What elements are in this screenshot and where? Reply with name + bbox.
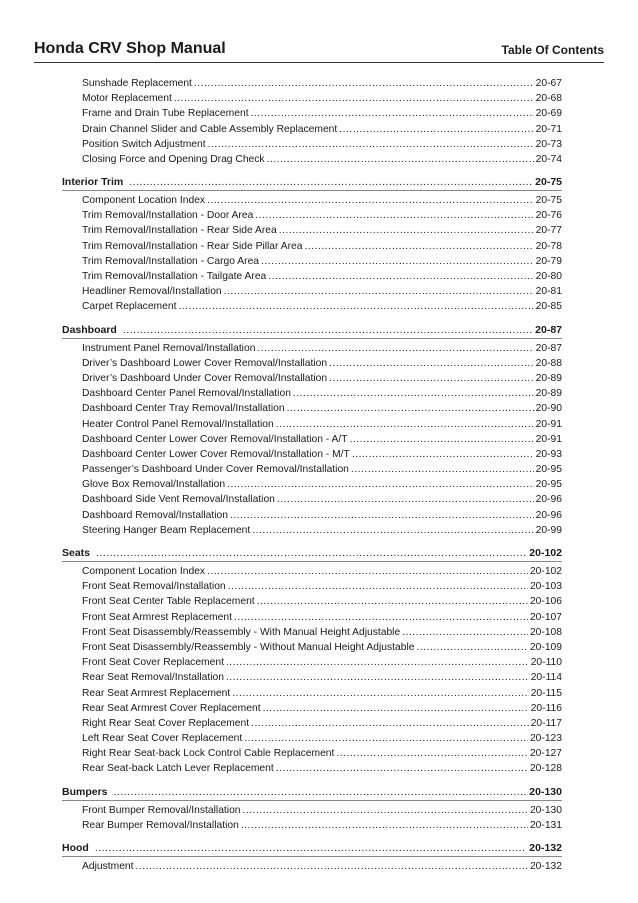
leader-dots	[257, 341, 533, 356]
toc-entry-label: Dashboard Side Vent Removal/Installation	[82, 494, 275, 506]
page-number: 20-117	[530, 717, 562, 729]
toc-entry[interactable]	[82, 818, 562, 833]
leader-dots	[241, 818, 528, 833]
leader-dots	[95, 840, 526, 856]
page-number: 20-132	[529, 842, 562, 855]
leader-dots	[251, 716, 529, 731]
page-number: 20-96	[535, 509, 562, 521]
toc-entry[interactable]	[82, 746, 562, 761]
page-number: 20-109	[529, 641, 562, 653]
page-number: 20-130	[529, 804, 562, 816]
leader-dots	[252, 523, 533, 538]
toc-entry[interactable]	[82, 859, 562, 874]
page-number: 20-91	[535, 433, 562, 445]
toc-entry-label: Trim Removal/Installation - Door Area	[82, 210, 254, 222]
toc-entry[interactable]	[82, 356, 562, 371]
leader-dots	[194, 76, 534, 91]
leader-dots	[114, 784, 527, 800]
page-number: 20-102	[529, 566, 562, 578]
section-divider	[62, 190, 562, 191]
page-number: 20-106	[529, 596, 562, 608]
page-number: 20-87	[535, 342, 562, 354]
page-number: 20-68	[535, 93, 562, 105]
toc-entry[interactable]	[82, 655, 562, 670]
toc-entry[interactable]	[82, 625, 562, 640]
toc-entry-label: Front Seat Removal/Installation	[82, 581, 226, 593]
page-number: 20-108	[529, 626, 562, 638]
toc-entry-label: Carpet Replacement	[82, 301, 177, 313]
toc-entry-label: Driver’s Dashboard Lower Cover Removal/Installation	[82, 357, 328, 369]
toc-heading: Table Of Contents	[501, 43, 604, 57]
page-number: 20-116	[530, 702, 562, 714]
section-title: Bumpers	[62, 785, 108, 798]
toc-entry-label: Closing Force and Opening Drag Check	[82, 153, 265, 165]
toc-entry-label: Front Seat Disassembly/Reassembly - Without Manual Height Adjustable	[82, 641, 415, 653]
toc-entry[interactable]	[82, 564, 562, 579]
toc-entry[interactable]	[82, 716, 562, 731]
page-number: 20-103	[529, 581, 562, 593]
leader-dots	[293, 386, 534, 401]
toc-entry[interactable]	[82, 803, 562, 818]
leader-dots	[263, 701, 529, 716]
section-divider	[62, 856, 562, 857]
leader-dots	[305, 239, 534, 254]
leader-dots	[267, 152, 534, 167]
page-number: 20-114	[530, 672, 562, 684]
toc-entry-label: Dashboard Center Tray Removal/Installation	[82, 403, 285, 415]
toc-entry[interactable]	[82, 477, 562, 492]
toc-entry-label: Left Rear Seat Cover Replacement	[82, 733, 243, 745]
toc-entry[interactable]	[82, 432, 562, 447]
toc-entry[interactable]	[82, 122, 562, 137]
toc-entry[interactable]	[82, 686, 562, 701]
toc-entry[interactable]	[82, 610, 562, 625]
toc-entry[interactable]	[82, 239, 562, 254]
leader-dots	[276, 417, 534, 432]
leader-dots	[268, 269, 533, 284]
toc-entry-label: Front Seat Disassembly/Reassembly - With Manual Height Adjustable	[82, 626, 401, 638]
page-number: 20-96	[535, 494, 562, 506]
page-number: 20-89	[535, 388, 562, 400]
leader-dots	[123, 322, 532, 338]
section-divider	[62, 800, 562, 801]
toc-section	[62, 322, 562, 538]
page-number: 20-107	[529, 611, 562, 623]
page-number: 20-88	[535, 357, 562, 369]
page-number: 20-75	[535, 176, 562, 189]
leader-dots	[261, 254, 534, 269]
toc-entry[interactable]	[82, 640, 562, 655]
page-number: 20-74	[535, 153, 562, 165]
leader-dots	[244, 731, 528, 746]
toc-section	[62, 784, 562, 833]
toc-entry-label: Rear Seat Removal/Installation	[82, 672, 224, 684]
section-title: Interior Trim	[62, 176, 124, 189]
leader-dots	[339, 122, 533, 137]
toc-entry[interactable]	[82, 447, 562, 462]
document-title: Honda CRV Shop Manual	[34, 40, 226, 57]
toc-entry-label: Front Seat Center Table Replacement	[82, 596, 255, 608]
page-number: 20-87	[535, 323, 562, 336]
toc-entry-label: Front Seat Cover Replacement	[82, 657, 224, 669]
leader-dots	[226, 670, 529, 685]
toc-entry-label: Driver’s Dashboard Under Cover Removal/Installation	[82, 372, 328, 384]
section-heading[interactable]	[62, 174, 562, 190]
leader-dots	[350, 432, 534, 447]
page-number: 20-132	[529, 861, 562, 873]
leader-dots	[287, 401, 534, 416]
leader-dots	[226, 655, 529, 670]
page-number: 20-71	[535, 123, 562, 135]
toc-entry-label: Component Location Index	[82, 195, 206, 207]
leader-dots	[255, 208, 533, 223]
leader-dots	[402, 625, 528, 640]
toc-entry-label: Right Rear Seat Cover Replacement	[82, 717, 250, 729]
leader-dots	[228, 579, 528, 594]
page-number: 20-95	[535, 479, 562, 491]
section-heading[interactable]	[62, 784, 562, 800]
toc-entry-label: Heater Control Panel Removal/Installation	[82, 418, 274, 430]
toc-section	[62, 840, 562, 874]
leader-dots	[243, 803, 528, 818]
leader-dots	[207, 193, 534, 208]
toc-entry-label: Front Seat Armrest Replacement	[82, 611, 232, 623]
toc-entry-label: Adjustment	[82, 861, 134, 873]
page-number: 20-123	[529, 733, 562, 745]
leader-dots	[230, 508, 534, 523]
leader-dots	[232, 686, 528, 701]
toc-section	[62, 174, 562, 315]
page-number: 20-91	[535, 418, 562, 430]
page-number: 20-69	[535, 108, 562, 120]
leader-dots	[257, 594, 528, 609]
leader-dots	[352, 447, 534, 462]
toc-entry-label: Passenger’s Dashboard Under Cover Removal/Installation	[82, 464, 349, 476]
page-number: 20-76	[535, 210, 562, 222]
toc-entry[interactable]	[82, 91, 562, 106]
toc-entry[interactable]	[82, 508, 562, 523]
page-number: 20-131	[529, 819, 562, 831]
leader-dots	[279, 223, 534, 238]
leader-dots	[277, 492, 534, 507]
leader-dots	[251, 106, 534, 121]
toc-entry-label: Right Rear Seat-back Lock Control Cable Replacement	[82, 748, 335, 760]
section-title: Hood	[62, 842, 89, 855]
toc-entry-label: Dashboard Center Lower Cover Removal/Installation - M/T	[82, 448, 350, 460]
toc-entry[interactable]	[82, 579, 562, 594]
page-number: 20-67	[535, 77, 562, 89]
toc-entry[interactable]	[82, 493, 562, 508]
leader-dots	[207, 564, 528, 579]
toc-entry-label: Rear Bumper Removal/Installation	[82, 819, 239, 831]
toc-entry-label: Dashboard Removal/Installation	[82, 509, 228, 521]
toc-entry-label: Headliner Removal/Installation	[82, 286, 222, 298]
toc-entry-label: Trim Removal/Installation - Rear Side Area	[82, 225, 277, 237]
leader-dots	[174, 91, 534, 106]
toc-entry-label: Motor Replacement	[82, 93, 172, 105]
toc-entry[interactable]	[82, 731, 562, 746]
toc-section	[62, 545, 562, 777]
page-number: 20-127	[529, 748, 562, 760]
leader-dots	[336, 746, 528, 761]
page-number: 20-110	[530, 657, 562, 669]
toc-entry[interactable]	[82, 299, 562, 314]
section-heading[interactable]	[62, 545, 562, 561]
toc-entry[interactable]	[82, 417, 562, 432]
toc-entry[interactable]	[82, 401, 562, 416]
page-number: 20-90	[535, 403, 562, 415]
leader-dots	[129, 174, 532, 190]
toc-entry[interactable]	[82, 284, 562, 299]
page-number: 20-81	[535, 286, 562, 298]
leader-dots	[417, 640, 528, 655]
toc-entry[interactable]	[82, 106, 562, 121]
toc-entry-label: Sunshade Replacement	[82, 77, 192, 89]
toc-entry[interactable]	[82, 76, 562, 91]
toc-entry[interactable]	[82, 462, 562, 477]
toc-entry-label: Rear Seat Armrest Cover Replacement	[82, 702, 261, 714]
toc-entry[interactable]	[82, 254, 562, 269]
toc-entry-label: Trim Removal/Installation - Tailgate Area	[82, 271, 267, 283]
toc-entry-label: Dashboard Center Panel Removal/Installation	[82, 388, 291, 400]
toc-entry-label: Component Location Index	[82, 566, 206, 578]
leader-dots	[351, 462, 534, 477]
leader-dots	[329, 371, 534, 386]
toc-entry-label: Steering Hanger Beam Replacement	[82, 524, 251, 536]
toc-entry[interactable]	[82, 224, 562, 239]
toc-entry[interactable]	[82, 701, 562, 716]
toc-entry-label: Position Switch Adjustment	[82, 138, 206, 150]
page-number: 20-79	[535, 255, 562, 267]
leader-dots	[276, 761, 528, 776]
leader-dots	[224, 284, 534, 299]
leader-dots	[234, 610, 528, 625]
toc-entry[interactable]	[82, 137, 562, 152]
toc-entry[interactable]	[82, 386, 562, 401]
table-of-contents	[62, 76, 562, 874]
leader-dots	[208, 137, 534, 152]
page-number: 20-85	[535, 301, 562, 313]
toc-entry[interactable]	[82, 341, 562, 356]
page-number: 20-130	[529, 785, 562, 798]
toc-entry-label: Glove Box Removal/Installation	[82, 479, 226, 491]
toc-entry[interactable]	[82, 152, 562, 167]
toc-entry-label: Trim Removal/Installation - Rear Side Pillar Area	[82, 240, 303, 252]
leader-dots	[329, 356, 534, 371]
leader-dots	[178, 299, 533, 314]
toc-entry[interactable]	[82, 523, 562, 538]
toc-entry[interactable]	[82, 208, 562, 223]
page-number: 20-99	[535, 524, 562, 536]
toc-entry[interactable]	[82, 371, 562, 386]
leader-dots	[136, 859, 528, 874]
page-number: 20-77	[535, 225, 562, 237]
toc-entry-label: Drain Channel Slider and Cable Assembly Replacement	[82, 123, 338, 135]
page-number: 20-95	[535, 464, 562, 476]
section-divider	[62, 338, 562, 339]
toc-entry[interactable]	[82, 594, 562, 609]
page-number: 20-78	[535, 240, 562, 252]
toc-entry[interactable]	[82, 762, 562, 777]
toc-entry[interactable]	[82, 193, 562, 208]
toc-entry-label: Frame and Drain Tube Replacement	[82, 108, 249, 120]
section-heading[interactable]	[62, 322, 562, 338]
section-heading[interactable]	[62, 840, 562, 856]
page-number: 20-73	[535, 138, 562, 150]
page-number: 20-115	[530, 687, 562, 699]
page-number: 20-93	[535, 448, 562, 460]
toc-entry-label: Rear Seat-back Latch Lever Replacement	[82, 763, 274, 775]
leader-dots	[227, 477, 534, 492]
toc-entry-label: Front Bumper Removal/Installation	[82, 804, 241, 816]
section-title: Seats	[62, 547, 91, 560]
section-title: Dashboard	[62, 323, 117, 336]
toc-entry-label: Instrument Panel Removal/Installation	[82, 342, 256, 354]
leader-dots	[96, 545, 526, 561]
page-number: 20-128	[529, 763, 562, 775]
toc-entry-label: Trim Removal/Installation - Cargo Area	[82, 255, 260, 267]
page-header	[34, 38, 604, 63]
page-number: 20-102	[529, 547, 562, 560]
toc-entry-label: Rear Seat Armrest Replacement	[82, 687, 231, 699]
toc-entry-label: Dashboard Center Lower Cover Removal/Installation - A/T	[82, 433, 348, 445]
page-number: 20-80	[535, 271, 562, 283]
toc-entry[interactable]	[82, 269, 562, 284]
section-divider	[62, 561, 562, 562]
toc-entry[interactable]	[82, 670, 562, 685]
page-number: 20-89	[535, 372, 562, 384]
page-number: 20-75	[535, 195, 562, 207]
